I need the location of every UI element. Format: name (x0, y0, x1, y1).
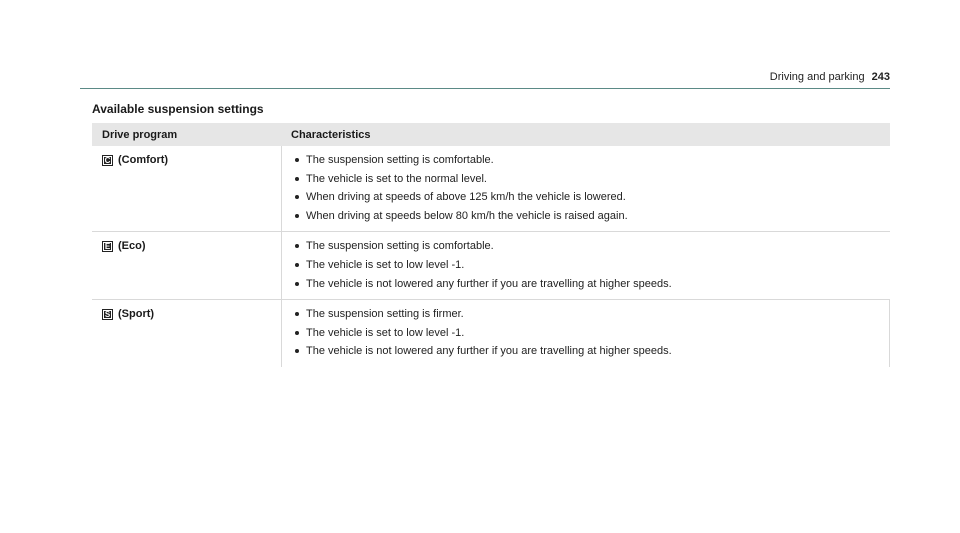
sport-mode-icon: S (102, 309, 113, 320)
drive-program-cell (92, 232, 281, 299)
page-number: 243 (871, 71, 890, 83)
characteristics-cell (281, 232, 890, 299)
drive-program-label: (Sport) (118, 308, 155, 321)
list-item: When driving at speeds below 80 km/h the vehicle is raised again. (295, 209, 890, 224)
table-row (92, 146, 890, 232)
list-item: The vehicle is not lowered any further if you are travelling at higher speeds. (295, 277, 890, 292)
table-row (92, 232, 890, 300)
list-item: The suspension setting is comfortable. (295, 239, 890, 254)
drive-program-label: (Comfort) (118, 154, 169, 166)
characteristics-cell (281, 300, 890, 367)
column-header-characteristics: Characteristics (291, 128, 371, 141)
header-divider (80, 88, 890, 89)
drive-program-cell (92, 300, 281, 367)
section-name: Driving and parking (769, 71, 865, 83)
column-header-drive-program: Drive program (102, 128, 178, 141)
list-item: When driving at speeds of above 125 km/h the vehicle is lowered. (295, 190, 890, 205)
page-header (770, 71, 890, 83)
list-item: The vehicle is set to low level -1. (295, 258, 890, 273)
drive-program-label: (Eco) (118, 240, 146, 253)
list-item: The suspension setting is comfortable. (295, 153, 890, 168)
list-item: The vehicle is set to the normal level. (295, 172, 890, 187)
table-row (92, 300, 890, 367)
comfort-mode-icon: C (102, 155, 113, 166)
drive-program-cell (92, 146, 281, 231)
list-item: The vehicle is set to low level -1. (295, 326, 889, 341)
eco-mode-icon: E (102, 241, 113, 252)
table-header (92, 123, 890, 146)
list-item: The vehicle is not lowered any further if you are travelling at higher speeds. (295, 344, 889, 359)
characteristics-cell (281, 146, 890, 231)
section-title: Available suspension settings (92, 102, 264, 116)
suspension-settings-table (92, 123, 890, 367)
list-item: The suspension setting is firmer. (295, 307, 889, 322)
